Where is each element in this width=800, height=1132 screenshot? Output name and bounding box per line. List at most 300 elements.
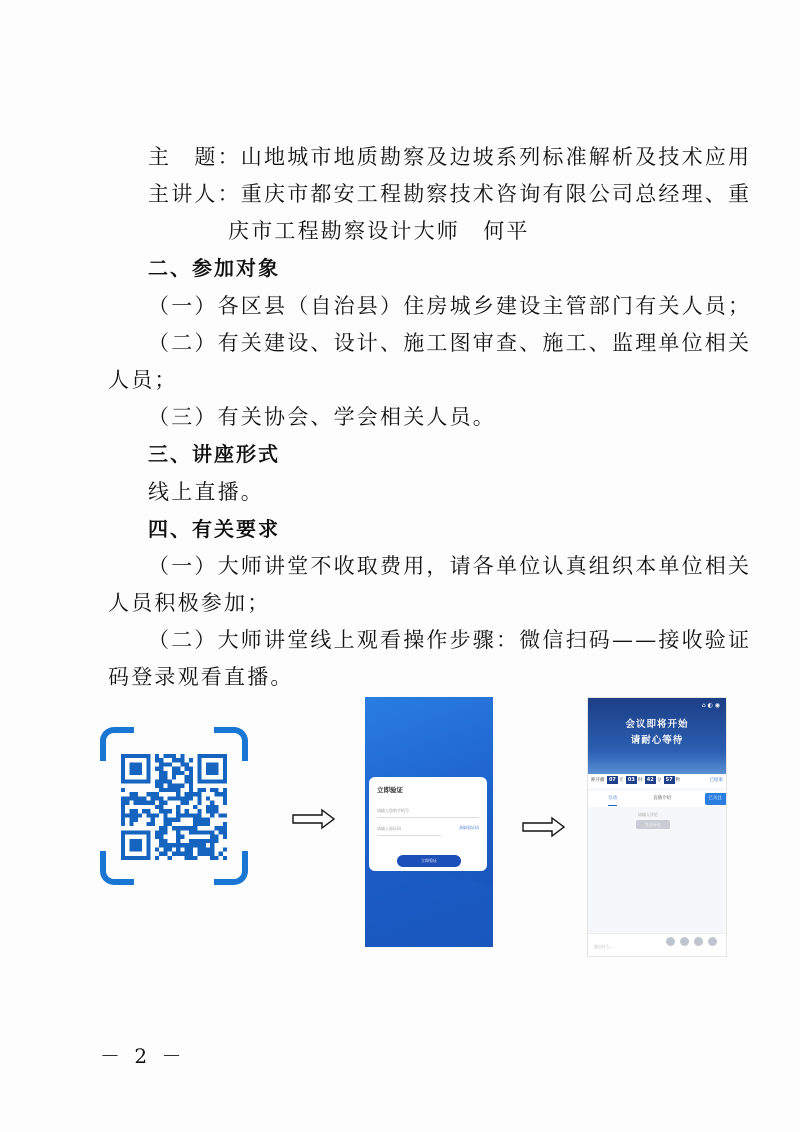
qr-module	[159, 826, 163, 830]
qr-module	[172, 818, 176, 822]
qr-module	[121, 818, 125, 822]
countdown-days-unit: 天	[618, 778, 624, 783]
qr-module	[189, 775, 193, 779]
qr-module	[197, 847, 201, 851]
qr-module	[142, 801, 146, 805]
qr-module	[159, 809, 163, 813]
right-arrow-icon	[522, 816, 566, 838]
qr-module	[206, 847, 210, 851]
qr-module	[159, 835, 163, 839]
qr-module	[168, 822, 172, 826]
qr-module	[180, 762, 184, 766]
countdown-seconds-unit: 秒	[675, 778, 681, 783]
qr-module	[159, 843, 163, 847]
qr-module	[193, 856, 197, 860]
follow-button[interactable]: 已关注	[705, 793, 727, 805]
qr-module	[159, 775, 163, 779]
qr-module	[180, 826, 184, 830]
qr-module	[223, 796, 227, 800]
qr-module	[155, 813, 159, 817]
more-icon[interactable]	[708, 937, 717, 946]
qr-module	[206, 830, 210, 834]
qr-module	[134, 796, 138, 800]
qr-module	[125, 801, 129, 805]
topic-line: 主 题：山地城市地质勘察及边坡系列标准解析及技术应用	[148, 145, 752, 169]
qr-module	[168, 843, 172, 847]
qr-module	[185, 801, 189, 805]
qr-module	[197, 792, 201, 796]
qr-module	[159, 758, 163, 762]
qr-module	[193, 813, 197, 817]
qr-module	[146, 822, 150, 826]
bottom-bar	[588, 933, 726, 956]
qr-module	[210, 847, 214, 851]
qr-module	[214, 856, 218, 860]
qr-module	[189, 813, 193, 817]
qr-module	[172, 796, 176, 800]
section-2-item-2-cont: 人员；	[108, 368, 178, 392]
countdown-minutes-unit: 分	[656, 778, 662, 783]
qr-module	[172, 784, 176, 788]
qr-module	[185, 779, 189, 783]
qr-module	[121, 805, 125, 809]
qr-module	[163, 801, 167, 805]
qr-module	[142, 809, 146, 813]
qr-module	[180, 796, 184, 800]
qr-module	[163, 843, 167, 847]
tab-interact[interactable]: 互动	[608, 791, 617, 806]
countdown-bar	[588, 774, 726, 788]
qr-module	[176, 835, 180, 839]
qr-module	[129, 792, 133, 796]
qr-module	[189, 788, 193, 792]
qr-module	[155, 856, 159, 860]
qr-module	[134, 801, 138, 805]
qr-module	[159, 788, 163, 792]
qr-module	[138, 813, 142, 817]
qr-module	[155, 779, 159, 783]
qr-module	[189, 758, 193, 762]
qr-module	[189, 826, 193, 830]
countdown-hours: 03	[627, 777, 635, 783]
qr-module	[155, 835, 159, 839]
qr-module	[138, 796, 142, 800]
verify-submit-button[interactable]: 立即验证	[397, 855, 461, 867]
qr-module	[180, 835, 184, 839]
chat-input[interactable]: 说点什么…	[594, 944, 614, 949]
qr-module	[189, 792, 193, 796]
qr-module	[193, 839, 197, 843]
qr-module	[159, 762, 163, 766]
qr-module	[214, 835, 218, 839]
qr-module	[206, 809, 210, 813]
qr-module	[197, 822, 201, 826]
qr-module	[172, 852, 176, 856]
qr-module	[172, 788, 176, 792]
qr-module	[159, 767, 163, 771]
qr-module	[159, 839, 163, 843]
qr-module	[206, 839, 210, 843]
qr-module	[134, 818, 138, 822]
qr-module	[155, 767, 159, 771]
qr-module	[163, 754, 167, 758]
qr-module	[197, 788, 201, 792]
qr-module	[168, 788, 172, 792]
speaker-line-1: 主讲人：重庆市都安工程勘察技术咨询有限公司总经理、重	[148, 182, 752, 206]
qr-module	[210, 839, 214, 843]
qr-module	[125, 796, 129, 800]
qr-module	[159, 784, 163, 788]
qr-module	[176, 758, 180, 762]
qr-module	[189, 796, 193, 800]
qr-module	[193, 805, 197, 809]
qr-module	[185, 826, 189, 830]
qr-module	[197, 813, 201, 817]
qr-module	[189, 839, 193, 843]
qr-module	[121, 822, 125, 826]
qr-module	[146, 813, 150, 817]
qr-module	[223, 847, 227, 851]
qr-finder-pattern	[129, 762, 142, 775]
qr-module	[223, 822, 227, 826]
qr-module	[214, 788, 218, 792]
qr-module	[168, 847, 172, 851]
qr-module	[223, 801, 227, 805]
qr-module	[168, 809, 172, 813]
qr-code[interactable]	[100, 727, 248, 885]
qr-module	[206, 805, 210, 809]
share-icon[interactable]	[694, 937, 703, 946]
page-number: － 2 －	[100, 1044, 186, 1068]
section-2-item-1: （一）各区县（自治县）住房城乡建设主管部门有关人员；	[148, 294, 752, 318]
qr-module	[142, 796, 146, 800]
qr-module	[159, 805, 163, 809]
qr-module	[129, 809, 133, 813]
qr-module	[129, 822, 133, 826]
qr-module	[176, 826, 180, 830]
qr-module	[159, 779, 163, 783]
qr-module	[159, 771, 163, 775]
phone-verify-screenshot	[365, 697, 493, 947]
qr-module	[210, 835, 214, 839]
qr-module	[151, 818, 155, 822]
qr-module	[210, 788, 214, 792]
qr-module	[172, 843, 176, 847]
qr-module	[176, 830, 180, 834]
waiting-title-1: 会议即将开始	[625, 719, 689, 730]
qr-module	[210, 813, 214, 817]
countdown-days: 07	[608, 777, 616, 783]
qr-module	[176, 771, 180, 775]
qr-module	[172, 754, 176, 758]
tab-intro[interactable]: 直播介绍	[653, 796, 671, 801]
qr-module	[185, 847, 189, 851]
qr-module	[189, 856, 193, 860]
countdown-label: 距开播	[591, 778, 605, 783]
qr-module	[159, 796, 163, 800]
qr-module	[202, 847, 206, 851]
qr-module	[219, 813, 223, 817]
qr-module	[223, 830, 227, 834]
qr-module	[155, 792, 159, 796]
qr-module	[151, 796, 155, 800]
qr-module	[189, 843, 193, 847]
qr-module	[206, 822, 210, 826]
qr-module	[223, 792, 227, 796]
qr-module	[155, 754, 159, 758]
section-3-text: 线上直播。	[148, 480, 264, 504]
qr-module	[197, 818, 201, 822]
qr-module	[155, 796, 159, 800]
qr-module	[168, 818, 172, 822]
verify-card	[369, 777, 487, 871]
qr-module	[210, 805, 214, 809]
qr-module	[155, 758, 159, 762]
qr-module	[176, 813, 180, 817]
qr-module	[146, 792, 150, 796]
qr-module	[193, 818, 197, 822]
tab-bar	[588, 791, 726, 807]
qr-module	[146, 801, 150, 805]
countdown-seconds: 57	[665, 777, 673, 783]
qr-module	[185, 809, 189, 813]
qr-module	[168, 762, 172, 766]
verification-code-field[interactable]: 请输入验证码	[377, 823, 441, 836]
qr-module	[214, 792, 218, 796]
qr-module	[146, 809, 150, 813]
status-icons: ⌂ ◐ ◉	[701, 702, 720, 709]
qr-module	[185, 843, 189, 847]
qr-module	[176, 809, 180, 813]
qr-module	[206, 796, 210, 800]
qr-module	[202, 843, 206, 847]
qr-module	[223, 813, 227, 817]
verify-card-title: 立即验证	[377, 786, 403, 794]
qr-module	[163, 830, 167, 834]
qr-module	[138, 801, 142, 805]
qr-module	[185, 813, 189, 817]
qr-module	[197, 839, 201, 843]
qr-module	[155, 847, 159, 851]
qr-module	[210, 830, 214, 834]
qr-module	[185, 856, 189, 860]
qr-module	[151, 822, 155, 826]
qr-module	[185, 762, 189, 766]
qr-module	[151, 813, 155, 817]
qr-module	[202, 818, 206, 822]
like-icon[interactable]	[680, 937, 689, 946]
qr-module	[121, 801, 125, 805]
qr-module	[214, 826, 218, 830]
qr-module	[193, 843, 197, 847]
qr-module	[223, 835, 227, 839]
qr-module	[210, 843, 214, 847]
qr-module	[180, 813, 184, 817]
qr-module	[176, 788, 180, 792]
qr-module	[163, 771, 167, 775]
qr-module	[197, 796, 201, 800]
qr-module	[180, 758, 184, 762]
qr-module	[176, 767, 180, 771]
qr-module	[155, 805, 159, 809]
qr-module	[172, 771, 176, 775]
section-3-heading: 三、讲座形式	[148, 442, 280, 466]
qr-module	[163, 788, 167, 792]
qr-module	[159, 830, 163, 834]
section-4-heading: 四、有关要求	[148, 517, 280, 541]
section-4-item-2-cont: 码登录观看直播。	[108, 665, 294, 689]
qr-module	[176, 818, 180, 822]
qr-code-icon	[121, 754, 227, 860]
qr-module	[172, 758, 176, 762]
section-4-item-2: （二）大师讲堂线上观看操作步骤：微信扫码——接收验证	[148, 628, 752, 652]
qr-module	[163, 852, 167, 856]
phone-number-field[interactable]: 请输入您的手机号	[377, 805, 479, 818]
qr-module	[193, 830, 197, 834]
qr-module	[163, 818, 167, 822]
qr-module	[193, 822, 197, 826]
qr-module	[159, 801, 163, 805]
qr-module	[163, 779, 167, 783]
qr-module	[180, 754, 184, 758]
qr-module	[206, 852, 210, 856]
qr-module	[189, 784, 193, 788]
qr-module	[214, 839, 218, 843]
qr-module	[172, 826, 176, 830]
qr-module	[210, 801, 214, 805]
qr-module	[193, 826, 197, 830]
get-code-link[interactable]: 获取验证码	[459, 825, 479, 830]
qr-module	[219, 852, 223, 856]
qr-module	[197, 852, 201, 856]
qr-module	[219, 792, 223, 796]
qr-module	[189, 847, 193, 851]
qr-module	[176, 839, 180, 843]
qr-module	[185, 852, 189, 856]
qr-module	[223, 856, 227, 860]
qr-module	[163, 762, 167, 766]
qr-module	[121, 796, 125, 800]
qr-module	[163, 839, 167, 843]
qr-module	[193, 792, 197, 796]
qr-module	[202, 852, 206, 856]
qr-module	[189, 830, 193, 834]
qr-module	[180, 771, 184, 775]
qr-module	[163, 813, 167, 817]
qr-module	[202, 822, 206, 826]
qr-module	[134, 792, 138, 796]
qr-module	[163, 826, 167, 830]
countdown-hours-unit: 时	[637, 778, 643, 783]
qr-module	[189, 779, 193, 783]
qr-module	[176, 796, 180, 800]
qr-finder-pattern	[206, 762, 219, 775]
qr-module	[185, 792, 189, 796]
section-2-item-3: （三）有关协会、学会相关人员。	[148, 405, 496, 429]
qr-module	[223, 826, 227, 830]
qr-module	[176, 852, 180, 856]
phone-waiting-screenshot	[587, 697, 727, 957]
waiting-banner	[588, 698, 726, 774]
qr-module	[197, 830, 201, 834]
qr-module	[121, 813, 125, 817]
qr-module	[168, 754, 172, 758]
qr-module	[210, 852, 214, 856]
qr-module	[168, 856, 172, 860]
qr-module	[197, 843, 201, 847]
qr-module	[151, 801, 155, 805]
qr-module	[163, 847, 167, 851]
qr-module	[129, 818, 133, 822]
qr-module	[168, 779, 172, 783]
right-arrow-icon	[292, 808, 336, 830]
section-2-item-2: （二）有关建设、设计、施工图审查、施工、监理单位相关	[148, 331, 752, 355]
waiting-title-2: 请耐心等待	[630, 735, 684, 746]
qr-module	[134, 809, 138, 813]
background-wave	[365, 877, 493, 947]
qr-module	[185, 767, 189, 771]
countdown-minutes: 42	[646, 777, 654, 783]
comment-placeholder: 请输入评论	[638, 812, 658, 817]
qr-module	[189, 852, 193, 856]
qr-module	[134, 813, 138, 817]
qr-module	[121, 809, 125, 813]
qr-module	[202, 830, 206, 834]
qr-module	[197, 801, 201, 805]
qr-module	[189, 771, 193, 775]
qr-module	[219, 830, 223, 834]
section-4-item-1-cont: 人员积极参加；	[108, 591, 271, 615]
qr-module	[202, 839, 206, 843]
qr-module	[214, 809, 218, 813]
qr-module	[180, 852, 184, 856]
qr-module	[202, 788, 206, 792]
qr-module	[214, 805, 218, 809]
qr-module	[180, 784, 184, 788]
gift-icon[interactable]	[666, 937, 675, 946]
qr-module	[163, 822, 167, 826]
section-2-heading: 二、参加对象	[148, 256, 280, 280]
qr-module	[129, 813, 133, 817]
qr-module	[185, 796, 189, 800]
live-status: 已结束	[709, 778, 723, 783]
qr-module	[163, 809, 167, 813]
qr-module	[176, 805, 180, 809]
qr-module	[189, 767, 193, 771]
qr-module	[155, 830, 159, 834]
qr-module	[223, 788, 227, 792]
qr-module	[176, 843, 180, 847]
qr-module	[159, 852, 163, 856]
qr-module	[163, 775, 167, 779]
qr-module	[168, 784, 172, 788]
qr-module	[180, 843, 184, 847]
speaker-line-2: 庆市工程勘察设计大师 何平	[228, 219, 530, 243]
qr-module	[210, 856, 214, 860]
qr-module	[129, 796, 133, 800]
qr-module	[176, 847, 180, 851]
qr-module	[155, 784, 159, 788]
qr-module	[151, 792, 155, 796]
qr-module	[168, 796, 172, 800]
qr-module	[121, 788, 125, 792]
section-4-item-1: （一）大师讲堂不收取费用，请各单位认真组织本单位相关	[148, 554, 752, 578]
qr-module	[185, 775, 189, 779]
qr-module	[206, 818, 210, 822]
qr-module	[219, 826, 223, 830]
qr-module	[197, 809, 201, 813]
send-comment-button[interactable]: 发送评论	[636, 820, 670, 829]
